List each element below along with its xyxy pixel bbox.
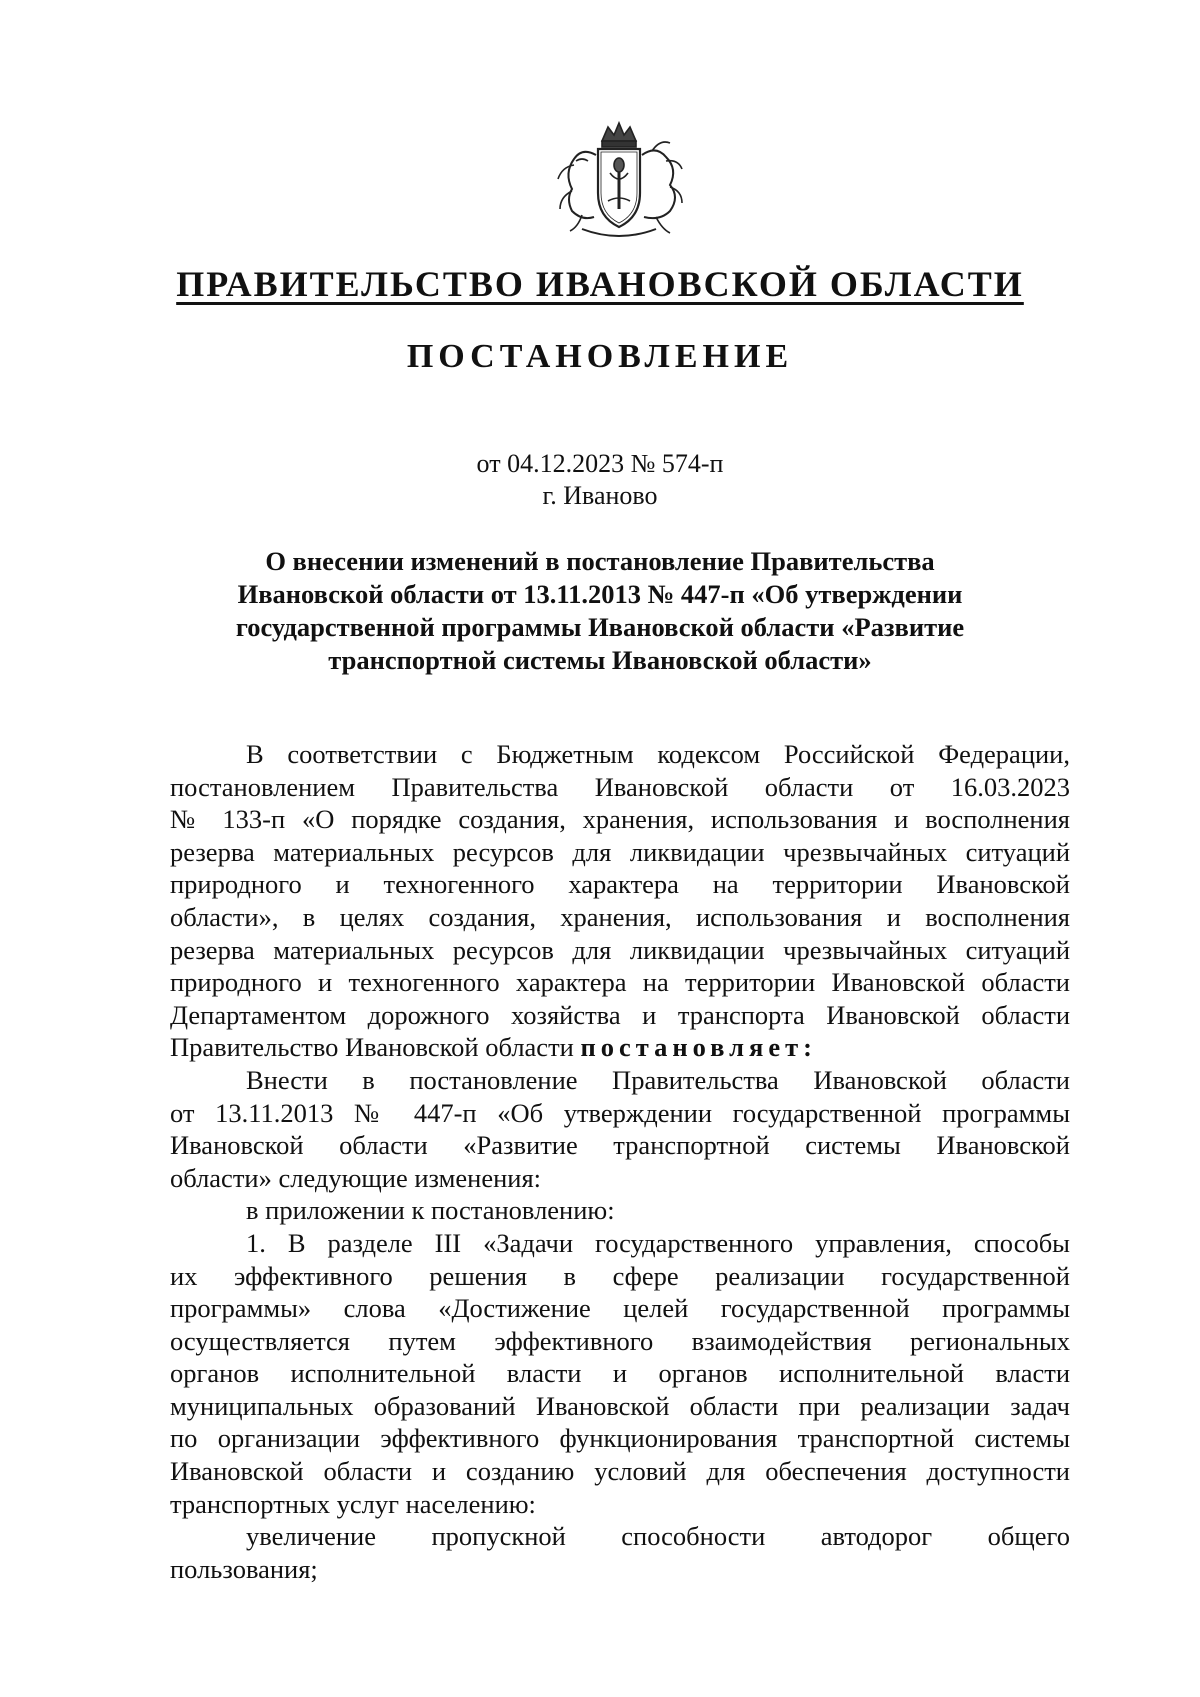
body-line: Департаментом дорожного хозяйства и транспорта Ивановской области <box>170 999 1070 1030</box>
coat-of-arms-icon <box>552 121 687 243</box>
subject-line: государственной программы Ивановской области «Развитие <box>235 612 965 642</box>
government-title: ПРАВИТЕЛЬСТВО ИВАНОВСКОЙ ОБЛАСТИ <box>176 264 1024 304</box>
body-line: увеличение пропускной способности автодорог общего <box>246 1521 1070 1552</box>
body-line: резерва материальных ресурсов для ликвидации чрезвычайных ситуаций <box>170 934 1070 965</box>
document-city: г. Иваново <box>542 481 658 510</box>
body-line: муниципальных образований Ивановской области при реализации задач <box>170 1390 1070 1421</box>
document-type: ПОСТАНОВЛЕНИЕ <box>406 338 794 375</box>
body-line: № 133-п «О порядке создания, хранения, использования и восполнения <box>170 804 1070 835</box>
body-text-span: Правительство Ивановской области <box>170 1032 574 1063</box>
body-line: 1. В разделе III «Задачи государственного управления, способы <box>246 1227 1070 1258</box>
body-line: резерва материальных ресурсов для ликвидации чрезвычайных ситуаций <box>170 836 1070 867</box>
body-line: Ивановской области «Развитие транспортной системы Ивановской <box>170 1130 1070 1161</box>
body-line: В соответствии с Бюджетным кодексом Российской Федерации, <box>246 739 1070 769</box>
body-line: области», в целях создания, хранения, использования и восполнения <box>170 901 1070 932</box>
resolves-word: постановляет: <box>580 1032 817 1063</box>
body-line <box>170 1031 1070 1064</box>
body-line: постановлением Правительства Ивановской области от 16.03.2023 <box>170 771 1070 802</box>
body-line: их эффективного решения в сфере реализации государственной <box>170 1260 1070 1291</box>
document-subject <box>200 545 1000 677</box>
subject-line: транспортной системы Ивановской области» <box>328 645 872 675</box>
body-line: области» следующие изменения: <box>170 1162 542 1193</box>
body-line: пользования; <box>170 1553 318 1584</box>
body-line: природного и техногенного характера на территории Ивановской области <box>170 967 1070 998</box>
subject-line: Ивановской области от 13.11.2013 № 447-п «Об утверждении <box>237 579 963 609</box>
body-line: от 13.11.2013 № 447-п «Об утверждении государственной программы <box>170 1097 1070 1128</box>
body-line: транспортных услуг населению: <box>170 1488 536 1519</box>
body-line: Внести в постановление Правительства Ивановской области <box>246 1064 1070 1095</box>
body-line: природного и техногенного характера на территории Ивановской <box>170 869 1070 900</box>
subject-line: О внесении изменений в постановление Правительства <box>265 546 935 576</box>
body-line: Ивановской области и созданию условий для обеспечения доступности <box>170 1456 1070 1487</box>
document-date-number: от 04.12.2023 № 574-п <box>476 449 724 478</box>
body-line: осуществляется путем эффективного взаимодействия региональных <box>170 1325 1070 1356</box>
body-line: программы» слова «Достижение целей государственной программы <box>170 1293 1070 1324</box>
body-line: в приложении к постановлению: <box>246 1195 615 1226</box>
document-body <box>170 738 1070 1585</box>
body-line: по организации эффективного функционирования транспортной системы <box>170 1423 1070 1454</box>
body-line: органов исполнительной власти и органов исполнительной власти <box>170 1358 1070 1389</box>
